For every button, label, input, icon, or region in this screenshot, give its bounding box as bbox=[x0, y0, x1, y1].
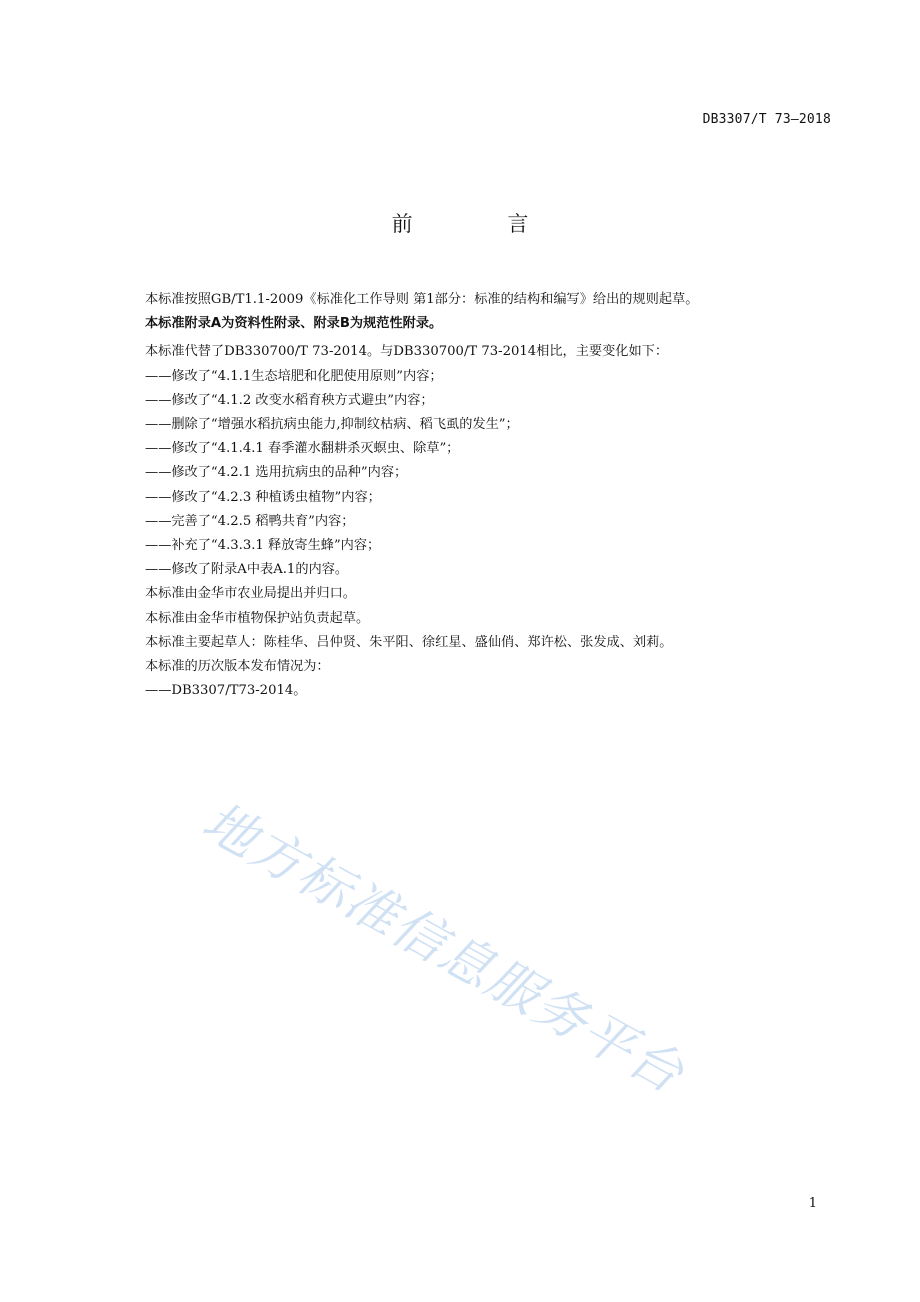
watermark-text: 地方标准信息服务平台 bbox=[192, 791, 695, 1106]
change-item: ——修改了“4.1.4.1 春季灌水翻耕杀灭螟虫、除草”； bbox=[145, 441, 460, 457]
drafter-unit-line: 本标准由金华市植物保护站负责起草。 bbox=[145, 610, 370, 626]
section-title: 前 言 bbox=[391, 212, 573, 236]
change-item: ——完善了“4.2.5 稻鸭共育”内容； bbox=[145, 513, 355, 529]
history-item: ——DB3307/T73-2014。 bbox=[145, 683, 307, 699]
change-item: ——修改了“4.1.2 改变水稻育秧方式避虫”内容； bbox=[145, 392, 434, 408]
change-item: ——补充了“4.3.3.1 释放寄生蜂”内容； bbox=[145, 538, 381, 554]
change-item: ——修改了附录A中表A.1的内容。 bbox=[145, 562, 349, 578]
change-item: ——修改了“4.2.1 选用抗病虫的品种”内容； bbox=[145, 465, 408, 481]
foreword-body bbox=[145, 288, 835, 703]
document-code: DB3307/T 73—2018 bbox=[702, 112, 831, 127]
change-item: ——修改了“4.1.1生态培肥和化肥使用原则”内容； bbox=[145, 368, 443, 384]
drafters-line: 本标准主要起草人：陈桂华、吕仲贤、朱平阳、徐红星、盛仙俏、郑许松、张发成、刘莉。 bbox=[145, 634, 673, 650]
change-item: ——删除了“增强水稻抗病虫能力,抑制纹枯病、稻飞虱的发生”； bbox=[145, 417, 519, 433]
appendix-note-line: 本标准附录A为资料性附录、附录B为规范性附录。 bbox=[145, 316, 443, 332]
replacement-line: 本标准代替了DB330700/T 73-2014。与DB330700/T 73-2014相比，主要变化如下： bbox=[145, 344, 669, 360]
drafting-rules-line: 本标准按照GB/T1.1-2009《标准化工作导则 第1部分：标准的结构和编写》给出的规则起草。 bbox=[145, 292, 699, 307]
change-item: ——修改了“4.2.3 种植诱虫植物”内容； bbox=[145, 489, 381, 505]
page-number: 1 bbox=[808, 1196, 817, 1211]
proposer-line: 本标准由金华市农业局提出并归口。 bbox=[145, 586, 356, 602]
history-heading-line: 本标准的历次版本发布情况为： bbox=[145, 659, 330, 675]
